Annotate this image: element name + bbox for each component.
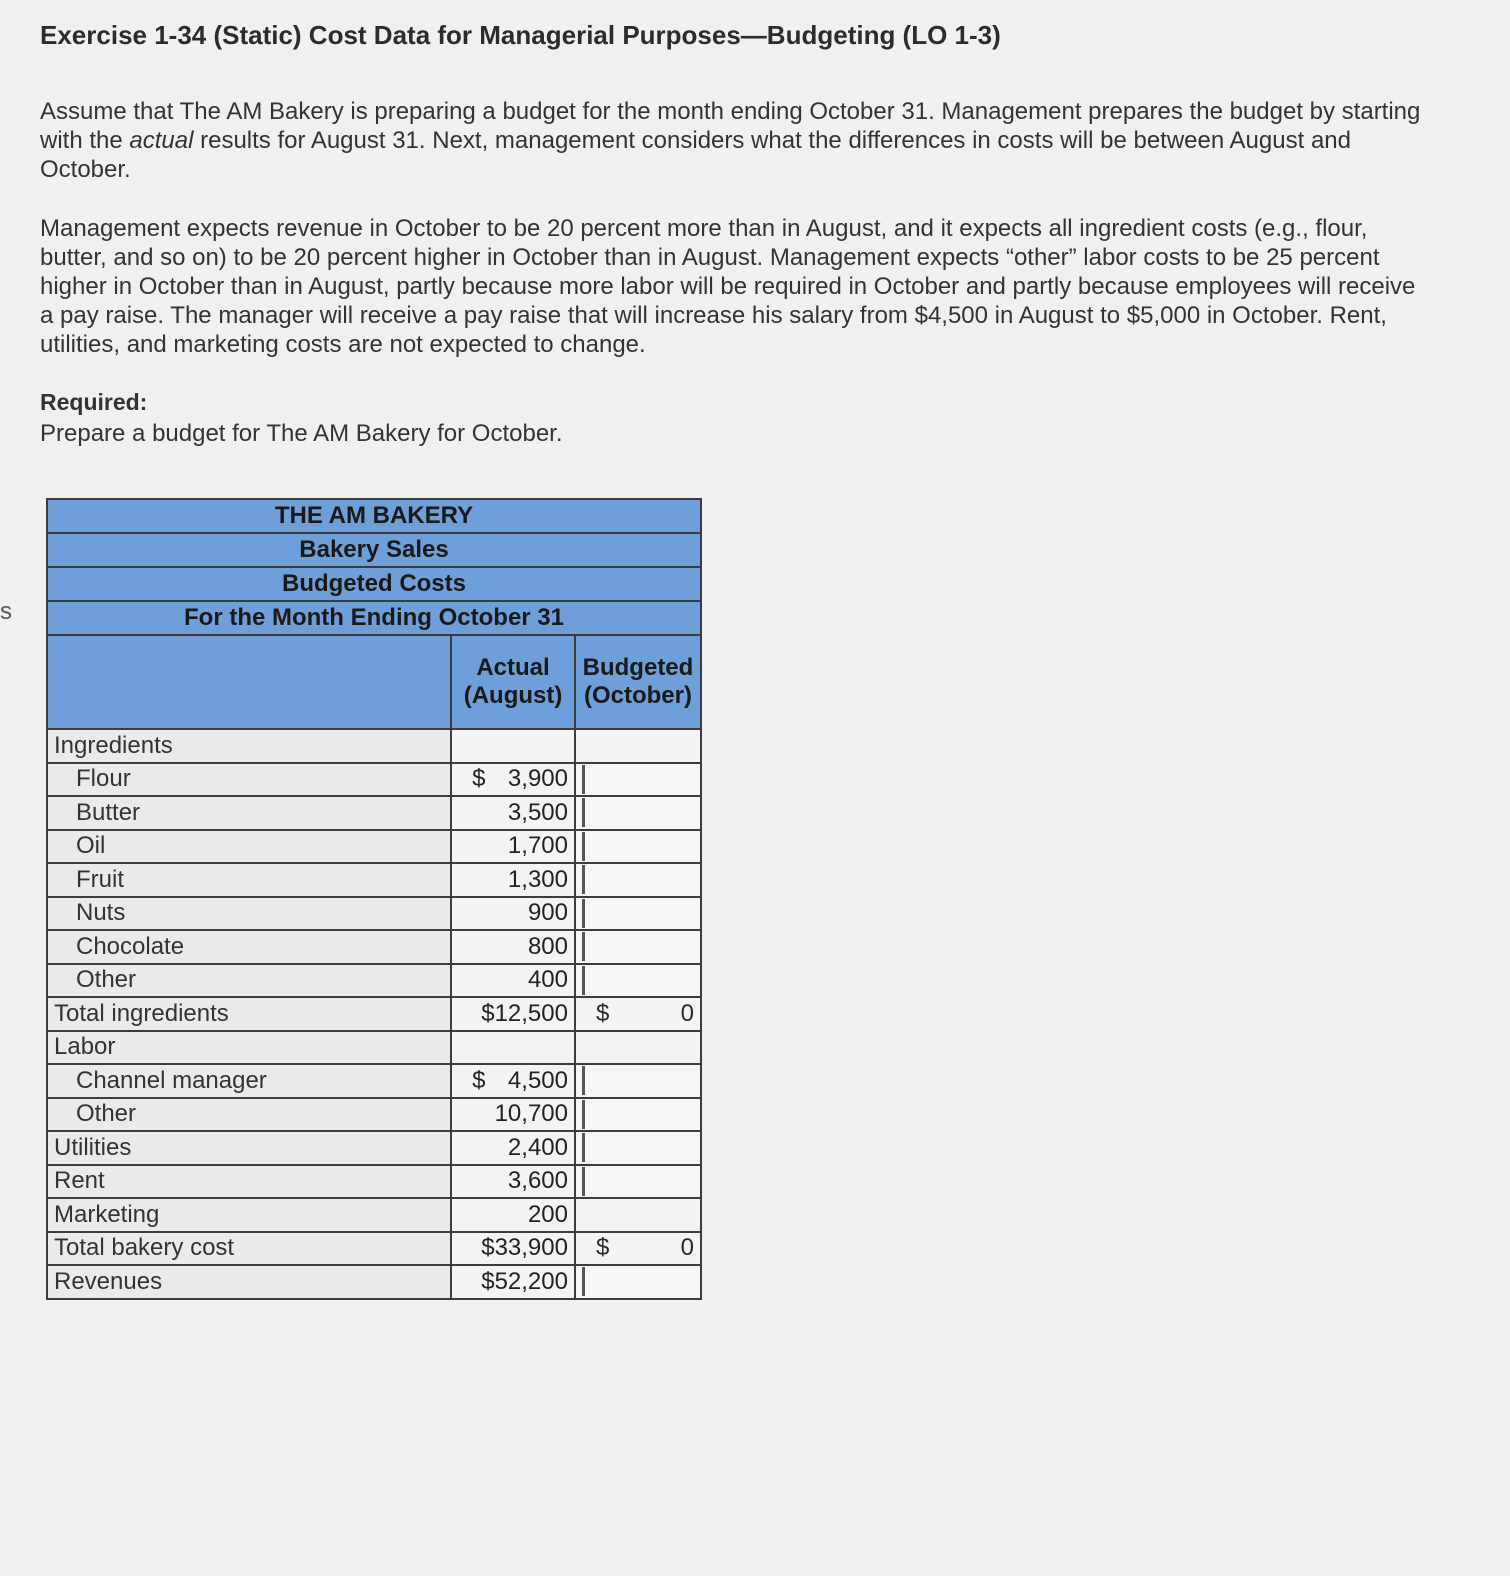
- header-period: For the Month Ending October 31: [47, 601, 701, 635]
- actual-value: $52,200: [451, 1265, 575, 1299]
- blank-cell: [451, 729, 575, 763]
- row-label: Total ingredients: [47, 997, 451, 1031]
- row-label: Other: [47, 1098, 451, 1132]
- row-labor: [47, 1031, 701, 1065]
- other-ingredients-budget-input[interactable]: [582, 966, 694, 995]
- column-header-budgeted: [575, 635, 701, 729]
- row-label: Utilities: [47, 1131, 451, 1165]
- october-label: (October): [583, 682, 692, 709]
- budget-cell: [575, 796, 701, 830]
- actual-value: 1,300: [451, 863, 575, 897]
- budget-total: [575, 997, 701, 1031]
- actual-value: 200: [451, 1198, 575, 1232]
- budget-cell: [575, 1131, 701, 1165]
- budget-cell: [575, 1064, 701, 1098]
- rent-budget-input[interactable]: [582, 1167, 694, 1196]
- row-total-bakery-cost: [47, 1232, 701, 1266]
- row-ingredients: [47, 729, 701, 763]
- actual-value: 3,600: [451, 1165, 575, 1199]
- fruit-budget-input[interactable]: [582, 865, 694, 894]
- actual-value: [451, 1064, 575, 1098]
- budget-cell: [575, 897, 701, 931]
- row-label: Labor: [47, 1031, 451, 1065]
- budget-cell: [575, 1165, 701, 1199]
- oil-budget-input[interactable]: [582, 832, 694, 861]
- flour-budget-input[interactable]: [582, 765, 694, 794]
- budget-cell: [575, 1098, 701, 1132]
- intro-emphasis: actual: [129, 127, 194, 154]
- row-total-ingredients: [47, 997, 701, 1031]
- exercise-content: [40, 20, 1440, 448]
- required-label: Required:: [40, 389, 148, 415]
- row-butter: [47, 796, 701, 830]
- row-label: Channel manager: [47, 1064, 451, 1098]
- budget-cell: [575, 830, 701, 864]
- row-label: Chocolate: [47, 930, 451, 964]
- actual-value: 800: [451, 930, 575, 964]
- edge-fragment-text: s: [0, 598, 12, 625]
- row-nuts: [47, 897, 701, 931]
- intro-text-start: Assume that The AM Bakery is preparing a budget for the month ending October 31. Management prepares the budget by starting with the: [40, 98, 1421, 154]
- actual-value: $33,900: [451, 1232, 575, 1266]
- dollar-sign: $: [595, 1234, 610, 1262]
- utilities-budget-input[interactable]: [582, 1133, 694, 1162]
- row-fruit: [47, 863, 701, 897]
- budget-worksheet: [46, 498, 702, 1300]
- actual-value: [451, 763, 575, 797]
- row-label: Revenues: [47, 1265, 451, 1299]
- assumptions-paragraph: Management expects revenue in October to be 20 percent more than in August, and it expects all ingredient costs (e.g., flour, butter, and so on) to be 20 percent higher in October than in August. Management expects “other” labor costs to be 25 percent higher in October than in August, partly because more labor will be required in October and partly because employees will receive a pay raise. The manager will receive a pay raise that will increase his salary from $4,500 in August to $5,000 in October. Rent, utilities, and marketing costs are not expected to change.: [40, 215, 1416, 358]
- row-label: Rent: [47, 1165, 451, 1199]
- actual-value: 900: [451, 897, 575, 931]
- row-label: Other: [47, 964, 451, 998]
- chocolate-budget-input[interactable]: [582, 932, 694, 961]
- budget-cell-blank: [575, 1198, 701, 1232]
- row-label: Ingredients: [47, 729, 451, 763]
- dollar-sign: $: [472, 1066, 486, 1094]
- august-label: (August): [463, 682, 563, 709]
- value: 0: [680, 1234, 694, 1262]
- row-label: Oil: [47, 830, 451, 864]
- row-rent: [47, 1165, 701, 1199]
- dollar-sign: $: [595, 999, 610, 1027]
- actual-value: 2,400: [451, 1131, 575, 1165]
- nuts-budget-input[interactable]: [582, 899, 694, 928]
- header-statement: Budgeted Costs: [47, 567, 701, 601]
- row-oil: [47, 830, 701, 864]
- budget-cell: [575, 1265, 701, 1299]
- budget-cell: [575, 763, 701, 797]
- row-label: Total bakery cost: [47, 1232, 451, 1266]
- row-revenues: [47, 1265, 701, 1299]
- budget-cell: [575, 930, 701, 964]
- row-channel-manager: [47, 1064, 701, 1098]
- row-label: Flour: [47, 763, 451, 797]
- dollar-sign: $: [472, 765, 486, 793]
- value: 0: [680, 999, 694, 1027]
- row-utilities: [47, 1131, 701, 1165]
- intro-text-end: results for August 31. Next, management considers what the differences in costs will be between August and October.: [40, 127, 1351, 183]
- row-chocolate: [47, 930, 701, 964]
- header-company: THE AM BAKERY: [47, 499, 701, 533]
- actual-value: 400: [451, 964, 575, 998]
- exercise-title: Exercise 1-34 (Static) Cost Data for Managerial Purposes—Budgeting (LO 1-3): [40, 20, 1001, 50]
- header-department: Bakery Sales: [47, 533, 701, 567]
- blank-cell: [575, 729, 701, 763]
- budgeted-label: Budgeted: [582, 654, 694, 681]
- actual-value: 10,700: [451, 1098, 575, 1132]
- row-label: Nuts: [47, 897, 451, 931]
- row-label: Fruit: [47, 863, 451, 897]
- butter-budget-input[interactable]: [582, 798, 694, 827]
- row-other-labor: [47, 1098, 701, 1132]
- revenues-budget-input[interactable]: [582, 1267, 694, 1296]
- other-labor-budget-input[interactable]: [582, 1100, 694, 1129]
- row-flour: [47, 763, 701, 797]
- actual-value: $12,500: [451, 997, 575, 1031]
- value: 4,500: [507, 1066, 568, 1094]
- actual-value: 3,500: [451, 796, 575, 830]
- column-header-actual: [451, 635, 575, 729]
- row-label: Marketing: [47, 1198, 451, 1232]
- column-header-blank: [47, 635, 451, 729]
- row-marketing: [47, 1198, 701, 1232]
- value: 3,900: [507, 765, 568, 793]
- actual-label: Actual: [476, 654, 550, 681]
- intro-paragraph: [40, 97, 1435, 184]
- row-label: Butter: [47, 796, 451, 830]
- budget-cell: [575, 964, 701, 998]
- row-other-ingredients: [47, 964, 701, 998]
- budget-total: [575, 1232, 701, 1266]
- budget-cell: [575, 863, 701, 897]
- required-text: Prepare a budget for The AM Bakery for October.: [40, 420, 563, 447]
- channel-manager-budget-input[interactable]: [582, 1066, 694, 1095]
- blank-cell: [451, 1031, 575, 1065]
- actual-value: 1,700: [451, 830, 575, 864]
- blank-cell: [575, 1031, 701, 1065]
